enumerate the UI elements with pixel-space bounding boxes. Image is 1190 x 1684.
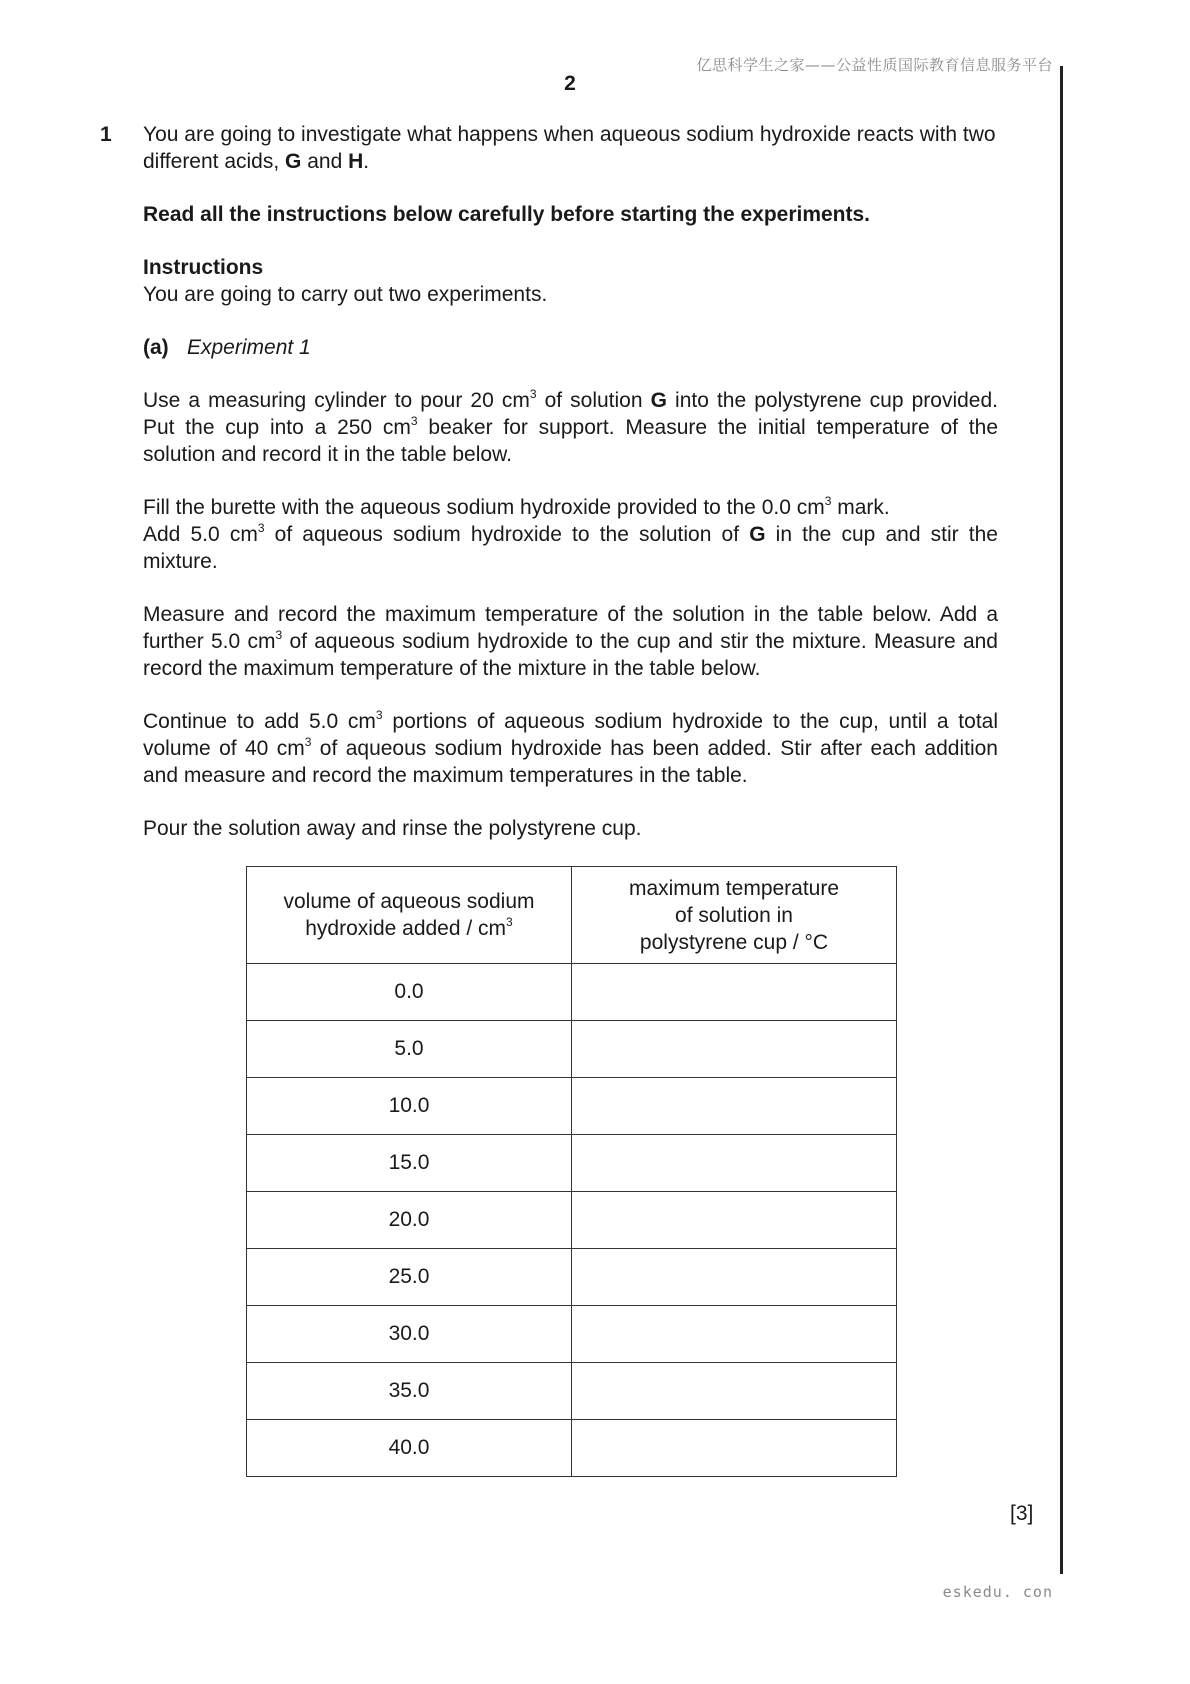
volume-cell: 20.0 xyxy=(247,1192,572,1249)
table-row xyxy=(247,1249,897,1306)
temperature-answer-cell[interactable] xyxy=(572,1363,897,1420)
volume-cell: 30.0 xyxy=(247,1306,572,1363)
table-row xyxy=(247,1306,897,1363)
part-a-label: (a) xyxy=(143,336,169,359)
instructions-heading: Instructions xyxy=(143,256,264,279)
question-content xyxy=(143,121,1041,868)
volume-cell: 10.0 xyxy=(247,1078,572,1135)
temperature-answer-cell[interactable] xyxy=(572,1078,897,1135)
temperature-answer-cell[interactable] xyxy=(572,1021,897,1078)
page-number: 2 xyxy=(564,72,576,95)
warning-text: Read all the instructions below carefully before starting the experiments. xyxy=(143,203,871,226)
temperature-answer-cell[interactable] xyxy=(572,1420,897,1477)
table-row xyxy=(247,1420,897,1477)
temperature-answer-cell[interactable] xyxy=(572,964,897,1021)
volume-cell: 35.0 xyxy=(247,1363,572,1420)
part-a-title: Experiment 1 xyxy=(187,336,311,359)
instructions-text: You are going to carry out two experiments. xyxy=(143,283,548,306)
question-number: 1 xyxy=(100,123,112,146)
instruction-paragraph-3: Measure and record the maximum temperature of the solution in the table below. Add a further 5.0 $cm^3$ of aqueous sodium hydroxide to the cup and stir the mixture. Measure and record the maximum temperature of the mixture in the table below. xyxy=(143,603,998,680)
results-table xyxy=(246,866,897,1477)
table-row xyxy=(247,964,897,1021)
volume-cell: 5.0 xyxy=(247,1021,572,1078)
instruction-paragraph-1: Use a measuring cylinder to pour 20 $cm^3$ of solution G into the polystyrene cup provided. Put the cup into a 250 $cm^3$ beaker for support. Measure the initial temperature of the solution and record it in the table below. xyxy=(143,387,998,466)
table-row xyxy=(247,1078,897,1135)
table-row xyxy=(247,1363,897,1420)
intro-text: You are going to investigate what happens when aqueous sodium hydroxide reacts with two different acids, G and H. xyxy=(143,123,996,173)
instruction-paragraph-2: Fill the burette with the aqueous sodium hydroxide provided to the 0.0 $cm^3$ mark. Add 5.0 $cm^3$ of aqueous sodium hydroxide to the solution of G in the cup and stir the mixture. xyxy=(143,494,998,573)
watermark-top: 亿思科学生之家——公益性质国际教育信息服务平台 xyxy=(696,56,1053,74)
temperature-answer-cell[interactable] xyxy=(572,1306,897,1363)
watermark-bottom: eskedu. con xyxy=(942,1583,1053,1601)
table-header-row xyxy=(247,867,897,964)
part-a-heading xyxy=(143,334,1041,361)
volume-column-header: volume of aqueous sodium hydroxide added / $cm^3$ xyxy=(247,867,572,964)
volume-cell: 0.0 xyxy=(247,964,572,1021)
marks-allocation: [3] xyxy=(1010,1502,1034,1525)
margin-rule xyxy=(1060,66,1063,1574)
volume-cell: 40.0 xyxy=(247,1420,572,1477)
temperature-answer-cell[interactable] xyxy=(572,1249,897,1306)
table-row xyxy=(247,1135,897,1192)
instruction-paragraph-4: Continue to add 5.0 $cm^3$ portions of aqueous sodium hydroxide to the cup, until a total volume of 40 $cm^3$ of aqueous sodium hydroxide has been added. Stir after each addition and measure and record the maximum temperatures in the table. xyxy=(143,708,999,787)
temperature-answer-cell[interactable] xyxy=(572,1192,897,1249)
instruction-paragraph-5: Pour the solution away and rinse the polystyrene cup. xyxy=(143,817,642,840)
table-row xyxy=(247,1192,897,1249)
table-row xyxy=(247,1021,897,1078)
volume-cell: 15.0 xyxy=(247,1135,572,1192)
temperature-column-header: maximum temperature of solution in polystyrene cup / °C xyxy=(572,867,897,964)
temperature-answer-cell[interactable] xyxy=(572,1135,897,1192)
volume-cell: 25.0 xyxy=(247,1249,572,1306)
